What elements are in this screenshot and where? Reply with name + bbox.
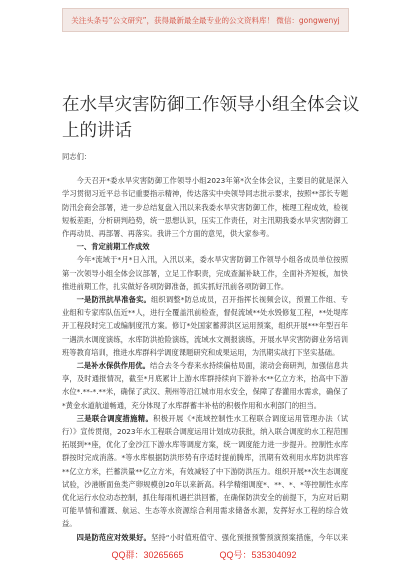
paragraph-point-4 [62,531,348,545]
point-text: 组织调整*防总成员，召开指挥长视频会议，预置工作组、专业组和专家库队伍近**人，进行全覆盖汛前检查，督促流域**处水毁修复工程，**处堤库开工程段时完工或编制度汛方案。修订*处国家蓄滞洪区运用预案，组织开展***年型百年一遇洪水调度演练，水库防洪抢险演练，流域水文测报演练，开展水旱灾害防御业务培训班等教育培训，推进水库群科学调度课题研究和成果运用，为汛期实战打下坚实基础。 [62,295,348,357]
document-title: 在水旱灾害防御工作领导小组全体会议上的讲话 [62,95,360,141]
point-lead: 一是防汛抗旱准备实。 [76,295,151,305]
section-heading-1: 一、肯定前期工作成效 [76,242,150,252]
paragraph-point-2 [62,359,348,412]
paragraph-section-1: 今年*流域于*月*日入汛，入汛以来，委水旱灾害防御工作领导小组各成员单位按照第一次领导小组全体会议部署，立足工作职责，完成查漏补缺工作，全面补齐短板，加快推进前期工作，扎实做好各项防御准备，抓实抓好汛前各项防御工作。 [62,255,348,291]
qq-group: QQ群：30265665 [111,550,184,560]
point-text: 积极开展《*流域控制性水工程联合调度运用管理办法（试行）》宣传贯彻，2023年水工程联合调度运用计划成功获批，纳入联合调度的水工程范围拓展到**座，优化了金沙江下游水库等调度方案，统一调度能力进一步提升。控制性水库群按时完成消落。*等水库根据防洪形势有序适时提前腾库，汛期有效利用水库防洪库容**亿立方米，拦蓄洪量**亿立方米，有效减轻了中下游防洪压力。组织开展**次生态调度试验，沙港断面鱼类产卵规模创20年以来新高。科学精细调度*、**、*、*等控制性水库优化运行水位动态控制，抓住每雨机遇拦洪回蓄，在确保防洪安全的前提下，为应对后期可能旱情和灌溉、航运、生态等水资源综合利用需求储备水源，发挥好水工程的综合效益。 [62,413,348,529]
paragraph-intro: 今天召开*委水旱灾害防御工作领导小组2023年第*次全体会议，主要目的就是深入学习贯彻习近平总书记重要指示精神，传达落实中央领导同志批示要求，按照**部长专题防汛会商会部署，进一步总结复盘入汛以来我委水旱灾害防御工作，梳理工程成效，检视短板差距，分析研判趋势，统一思想认识，压实工作责任，对主汛期我委水旱灾害防御工作再动员、再部署、再落实。我讲三个方面的意见，供大家参考。 [62,176,348,239]
salutation: 同志们： [62,152,92,161]
document-body [62,150,348,545]
point-lead: 二是补水保供作用优。 [76,361,150,371]
top-banner: 关注头条号“公文研究”，获得最新最全最专业的公文资料库！ 微信：gongwenyj [62,8,349,32]
paragraph-point-3 [62,412,348,531]
qq-number: QQ号：535304092 [219,550,297,560]
paragraph-point-1 [62,293,348,359]
point-lead: 四是防范应对效果好。 [76,532,151,542]
point-text: 结合去冬今春来水持续偏枯局面，滚动会商研判，加强信息共享，及时通报情况，截至*月底累计上游水库群持续向下游补水**亿立方米，抬高中下游水位*.**-*.**米，确保了武汉、荆州等沿江城市用水安全，保障了春灌用水需求，确保了*黄金水道航道畅通，充分体现了水库群蓄丰补枯的积极作用和水利部门的担当。 [62,361,348,410]
point-text: 坚持“小时值班值守、强化预报预警预演预案措施，今年以来 [150,532,348,542]
footer-contact [0,548,408,564]
point-lead: 三是联合调度措施精。 [76,413,154,423]
